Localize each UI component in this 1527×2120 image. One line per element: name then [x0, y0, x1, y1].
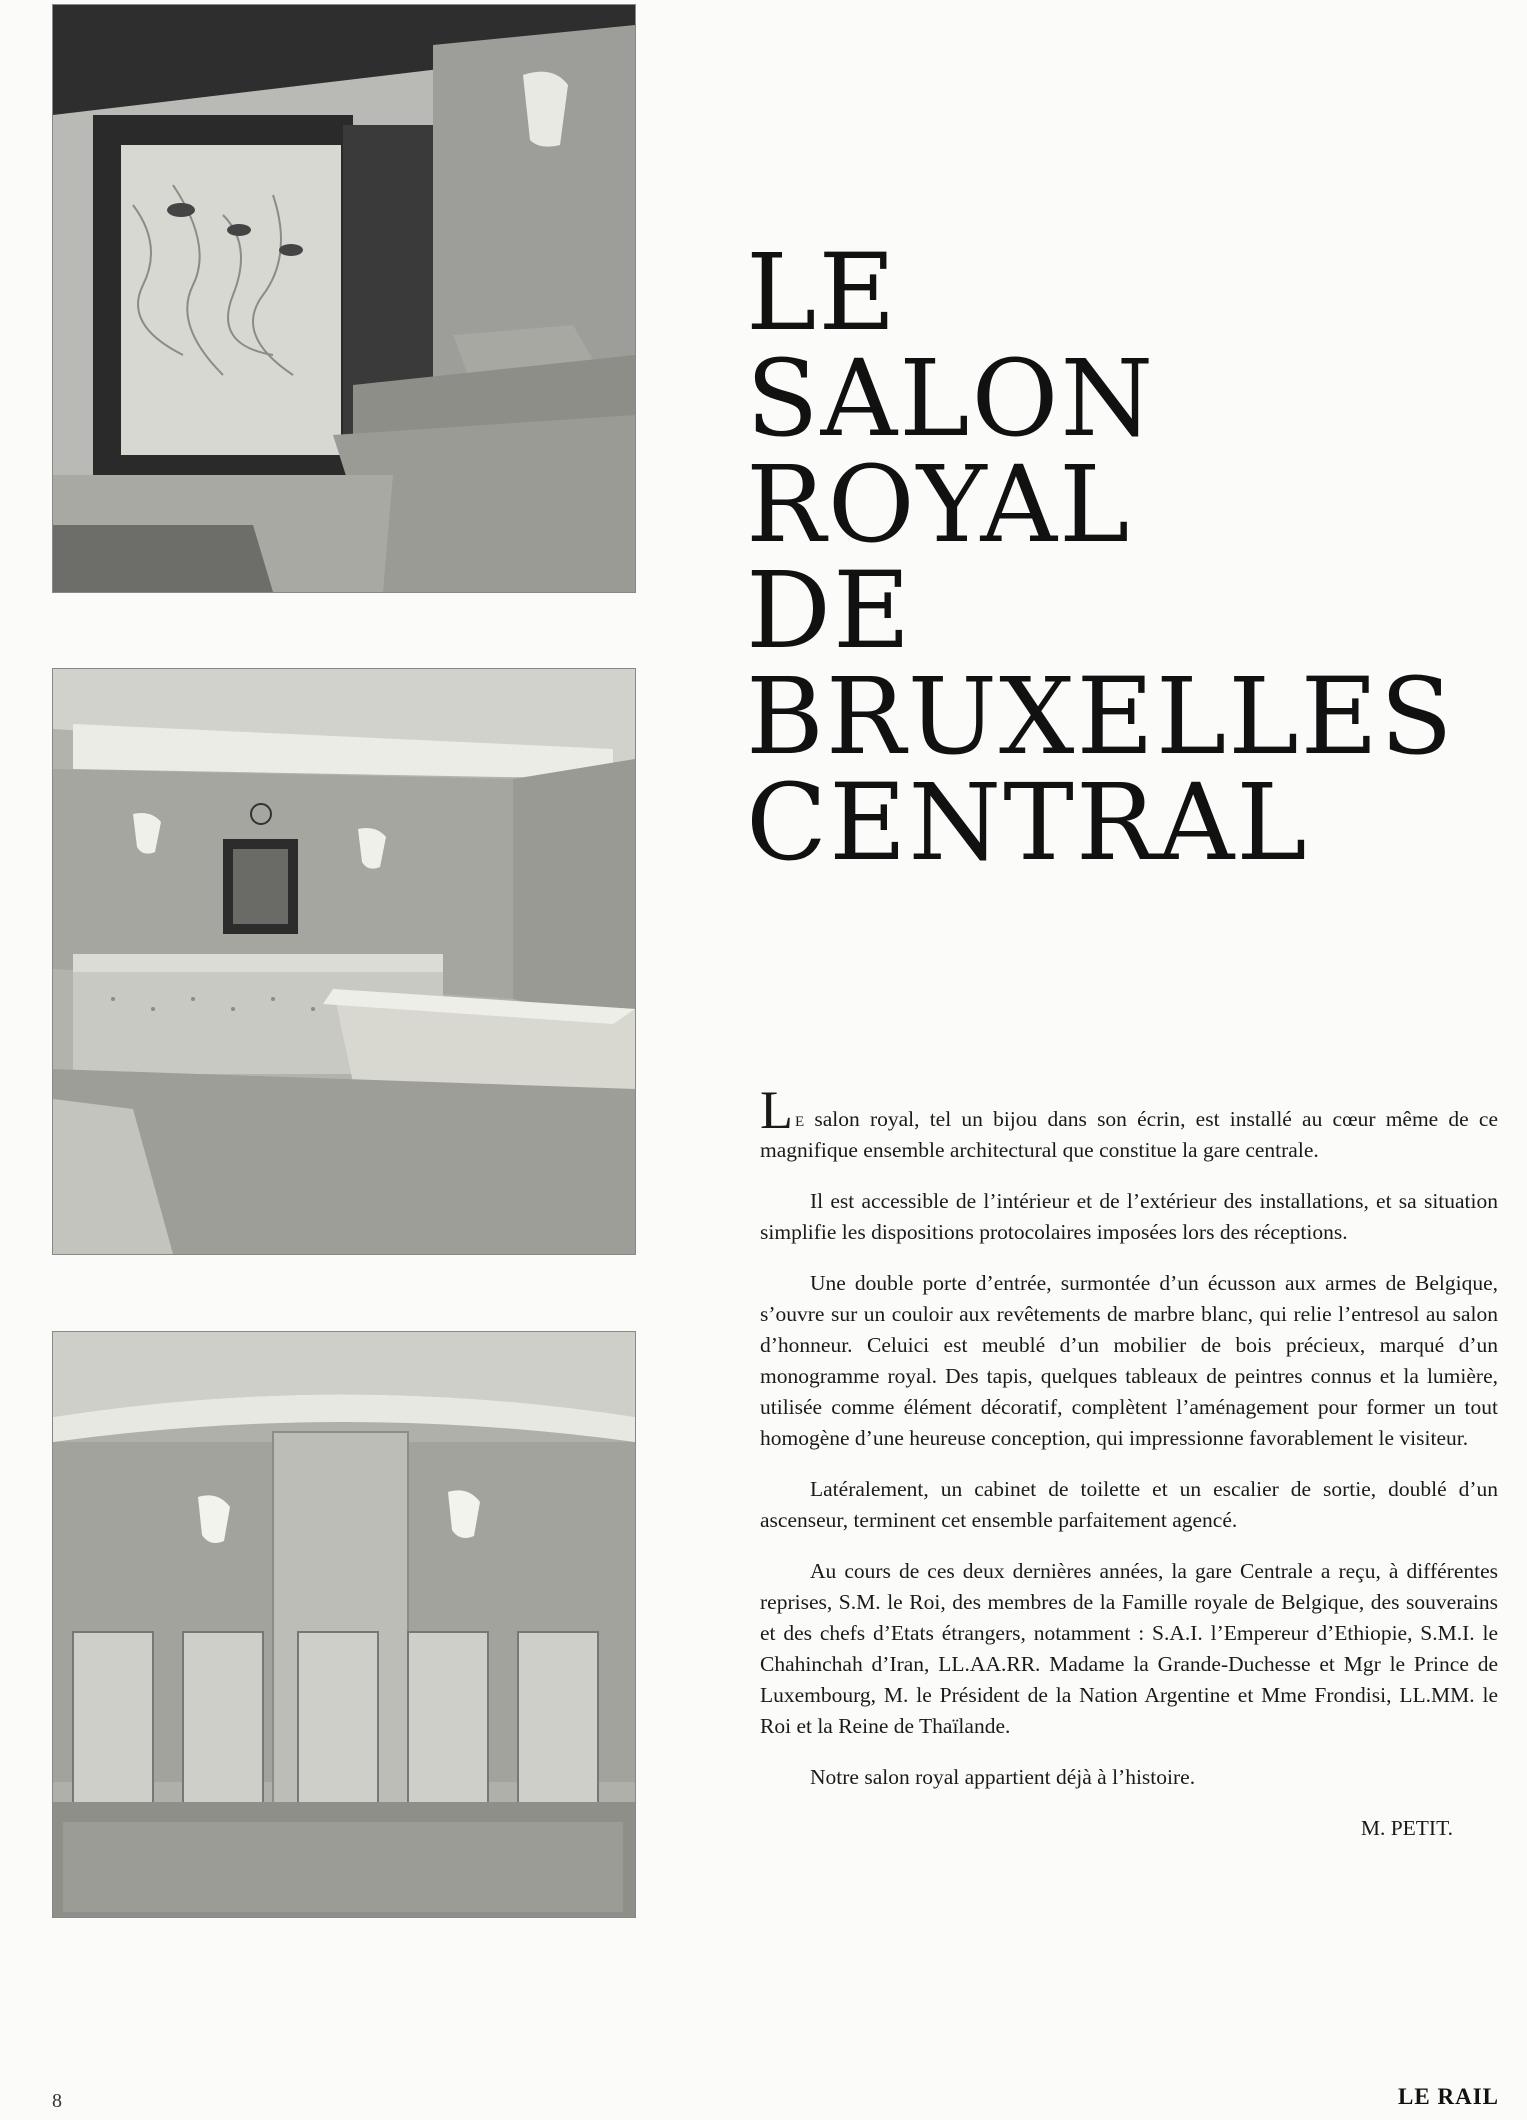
- salon-with-chairs-photo: [52, 1331, 636, 1918]
- paragraph-1-text: salon royal, tel un bijou dans son écrin, est installé au cœur même de ce magnifique ensemble architectural que constitue la gare centrale.: [760, 1107, 1498, 1162]
- paragraph-1: [760, 1080, 1498, 1166]
- paragraph-5: Au cours de ces deux dernières années, la gare Centrale a reçu, à différentes reprises, S.M. le Roi, des membres de la Famille royale de Belgique, des souverains et des chefs d’Etats étrangers, notamment : S.A.I. l’Empereur d’Ethiopie, S.M.I. le Chahinchah d’Iran, LL.AA.RR. Madame la Grande-Duchesse et Mgr le Prince de Luxembourg, M. le Président de la Nation Argentine et Mme Frondisi, LL.MM. le Roi et la Reine de Thaïlande.: [760, 1559, 1498, 1738]
- title-line: BRUXELLES: [746, 655, 1455, 778]
- page-number: 8: [52, 2090, 62, 2112]
- title-line: SALON: [746, 337, 1156, 460]
- salon-with-sofas-and-table-photo: [52, 668, 636, 1255]
- paragraph-6: Notre salon royal appartient déjà à l’histoire.: [810, 1765, 1196, 1789]
- article-title: [746, 231, 1466, 884]
- title-line: ROYAL: [746, 443, 1132, 566]
- publication-name: LE RAIL: [1398, 2084, 1499, 2109]
- article-body: [760, 1080, 1498, 1844]
- title-line: CENTRAL: [746, 761, 1309, 884]
- title-line: LE: [746, 231, 898, 354]
- corridor-with-sofa-photo: [52, 4, 636, 593]
- paragraph-2: Il est accessible de l’intérieur et de l’extérieur des installations, et sa situation simplifie les dispositions protocolaires imposées lors des réceptions.: [760, 1189, 1498, 1244]
- drop-cap: L: [760, 1080, 793, 1140]
- paragraph-4: Latéralement, un cabinet de toilette et un escalier de sortie, doublé d’un ascenseur, terminent cet ensemble parfaitement agencé.: [760, 1477, 1498, 1532]
- drop-cap-continuation: e: [795, 1107, 805, 1131]
- paragraph-3: Une double porte d’entrée, surmontée d’un écusson aux armes de Belgique, s’ouvre sur un couloir aux revêtements de marbre blanc, qui relie l’entresol au salon d’honneur. Celuici est meublé d’un mobilier de bois précieux, marqué d’un monogramme royal. Des tapis, quelques tableaux de peintres connus et la lumière, utilisée comme élément décoratif, complètent l’aménagement pour former un tout homogène d’une heureuse conception, qui impressionne favorablement le visiteur.: [760, 1271, 1498, 1450]
- title-line: DE: [746, 549, 913, 672]
- author-signature: M. PETIT.: [1360, 1816, 1453, 1840]
